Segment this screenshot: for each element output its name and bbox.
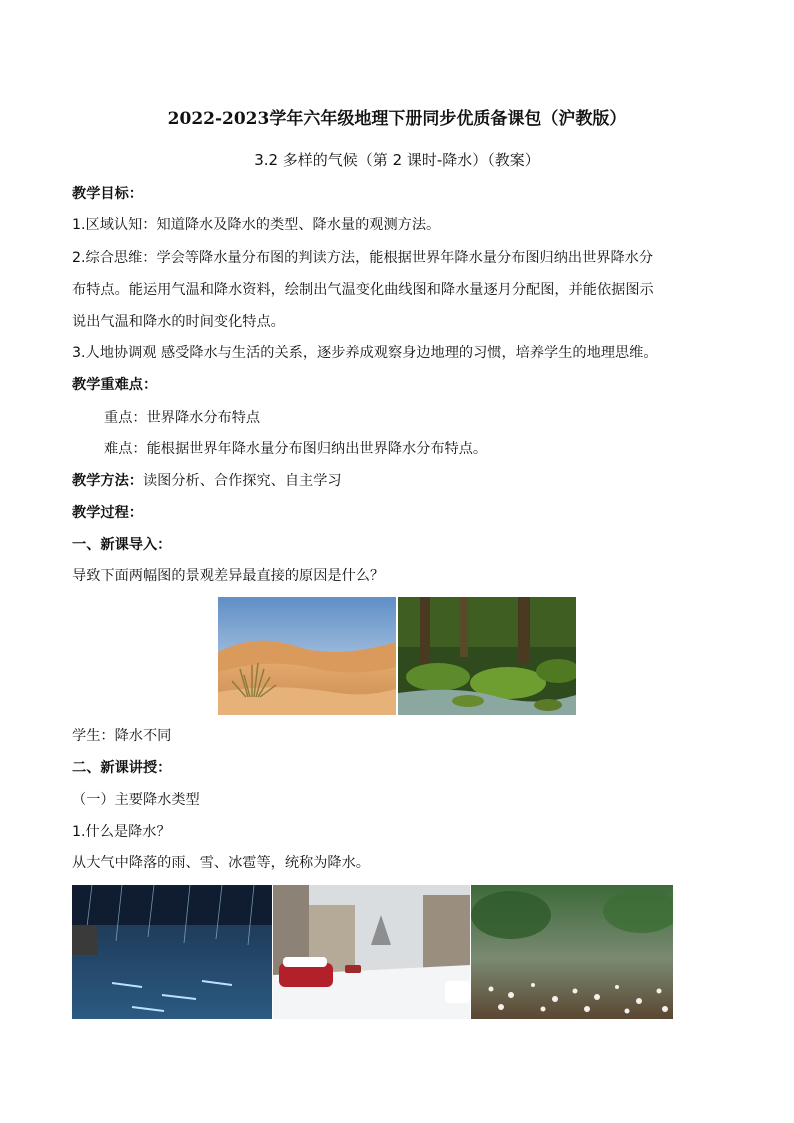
method-line bbox=[72, 471, 732, 492]
objective-item-2-line-2: 布特点。能运用气温和降水资料，绘制出气温变化曲线图和降水量逐月分配图，并能依据图示 bbox=[72, 282, 654, 298]
section2-sub1: （一）主要降水类型 bbox=[72, 792, 200, 808]
section2-definition: 从大气中降落的雨、雪、冰雹等，统称为降水。 bbox=[72, 855, 370, 871]
key-point: 重点：世界降水分布特点 bbox=[104, 410, 261, 426]
section1-answer: 学生：降水不同 bbox=[72, 728, 172, 744]
objective-item-2-line-3: 说出气温和降水的时间变化特点。 bbox=[72, 314, 285, 330]
document-subtitle: 3.2 多样的气候（第 2 课时-降水）（教案） bbox=[254, 151, 540, 169]
hail-image bbox=[471, 885, 673, 1019]
objective-item-2-line-1: 2.综合思维：学会等降水量分布图的判读方法，能根据世界年降水量分布图归纳出世界降水分 bbox=[72, 250, 654, 266]
objective-item-3: 3.人地协调观 感受降水与生活的关系，逐步养成观察身边地理的习惯，培养学生的地理思维。 bbox=[72, 345, 658, 361]
objectives-heading: 教学目标： bbox=[72, 186, 143, 202]
section2-heading: 二、新课讲授： bbox=[72, 760, 172, 776]
method-text: 读图分析、合作探究、自主学习 bbox=[142, 473, 342, 489]
snow-image bbox=[273, 885, 470, 1019]
rain-image bbox=[72, 885, 272, 1019]
method-heading: 教学方法： bbox=[72, 473, 143, 489]
objective-item-1: 1.区域认知：知道降水及降水的类型、降水量的观测方法。 bbox=[72, 217, 441, 233]
key-points-heading: 教学重难点： bbox=[72, 377, 158, 393]
section1-heading: 一、新课导入： bbox=[72, 537, 172, 553]
forest-image bbox=[398, 597, 576, 715]
process-heading: 教学过程： bbox=[72, 505, 143, 521]
difficulty-point: 难点：能根据世界年降水量分布图归纳出世界降水分布特点。 bbox=[104, 441, 488, 457]
document-title: 2022-2023学年六年级地理下册同步优质备课包（沪教版） bbox=[167, 109, 627, 129]
section1-question: 导致下面两幅图的景观差异最直接的原因是什么？ bbox=[72, 568, 385, 584]
desert-image bbox=[218, 597, 396, 715]
section2-question: 1.什么是降水？ bbox=[72, 824, 171, 840]
